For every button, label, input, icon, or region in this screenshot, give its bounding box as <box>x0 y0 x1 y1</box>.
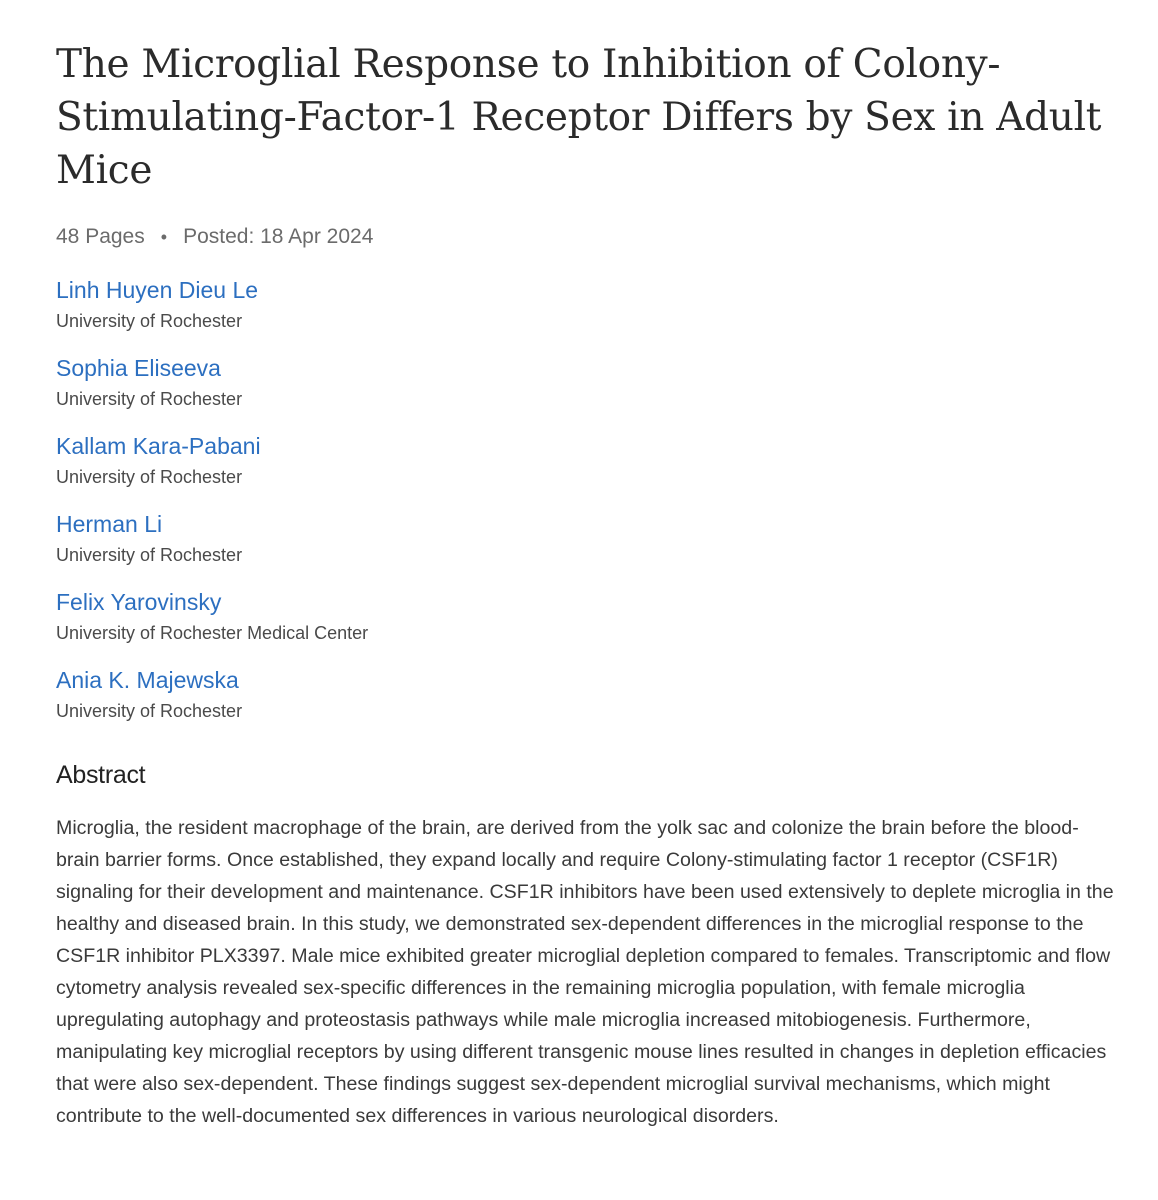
paper-title: The Microglial Response to Inhibition of Colony-Stimulating-Factor-1 Receptor Differs by Sex in Adult Mice <box>56 42 1102 193</box>
abstract-heading: Abstract <box>56 761 146 789</box>
paper-meta <box>56 223 1116 251</box>
author-affiliation: University of Rochester <box>56 545 243 565</box>
author-link[interactable]: Linh Huyen Dieu Le <box>56 277 259 303</box>
meta-separator: • <box>160 227 168 247</box>
author-affiliation: University of Rochester <box>56 467 243 487</box>
author-entry <box>56 507 1116 569</box>
author-affiliation: University of Rochester <box>56 389 243 409</box>
author-entry <box>56 429 1116 491</box>
paper-page <box>56 38 1116 1151</box>
author-entry <box>56 663 1116 725</box>
author-link[interactable]: Felix Yarovinsky <box>56 589 222 615</box>
page-count: 48 Pages <box>56 225 145 248</box>
author-entry <box>56 351 1116 413</box>
author-affiliation: University of Rochester Medical Center <box>56 623 369 643</box>
author-affiliation: University of Rochester <box>56 311 243 331</box>
author-link[interactable]: Kallam Kara-Pabani <box>56 433 261 459</box>
author-link[interactable]: Ania K. Majewska <box>56 667 239 693</box>
author-list <box>56 273 1116 725</box>
author-affiliation: University of Rochester <box>56 701 243 721</box>
author-entry <box>56 273 1116 335</box>
posted-date: Posted: 18 Apr 2024 <box>183 225 374 248</box>
author-link[interactable]: Sophia Eliseeva <box>56 355 221 381</box>
author-link[interactable]: Herman Li <box>56 511 163 537</box>
abstract-text: Microglia, the resident macrophage of the brain, are derived from the yolk sac and colonize the brain before the blood-brain barrier forms. Once established, they expand locally and require Colony-stimulating factor 1 receptor (CSF1R) signaling for their development and maintenance. CSF1R inhibitors have been used extensively to deplete microglia in the healthy and diseased brain. In this study, we demonstrated sex-dependent differences in the microglial response to the CSF1R inhibitor PLX3397. Male mice exhibited greater microglial depletion compared to females. Transcriptomic and flow cytometry analysis revealed sex-specific differences in the remaining microglia population, with female microglia upregulating autophagy and proteostasis pathways while male microglia increased mitobiogenesis. Furthermore, manipulating key microglial receptors by using different transgenic mouse lines resulted in changes in depletion efficacies that were also sex-dependent. These findings suggest sex-dependent microglial survival mechanisms, which might contribute to the well-documented sex differences in various neurological disorders. <box>56 816 1114 1127</box>
author-entry <box>56 585 1116 647</box>
